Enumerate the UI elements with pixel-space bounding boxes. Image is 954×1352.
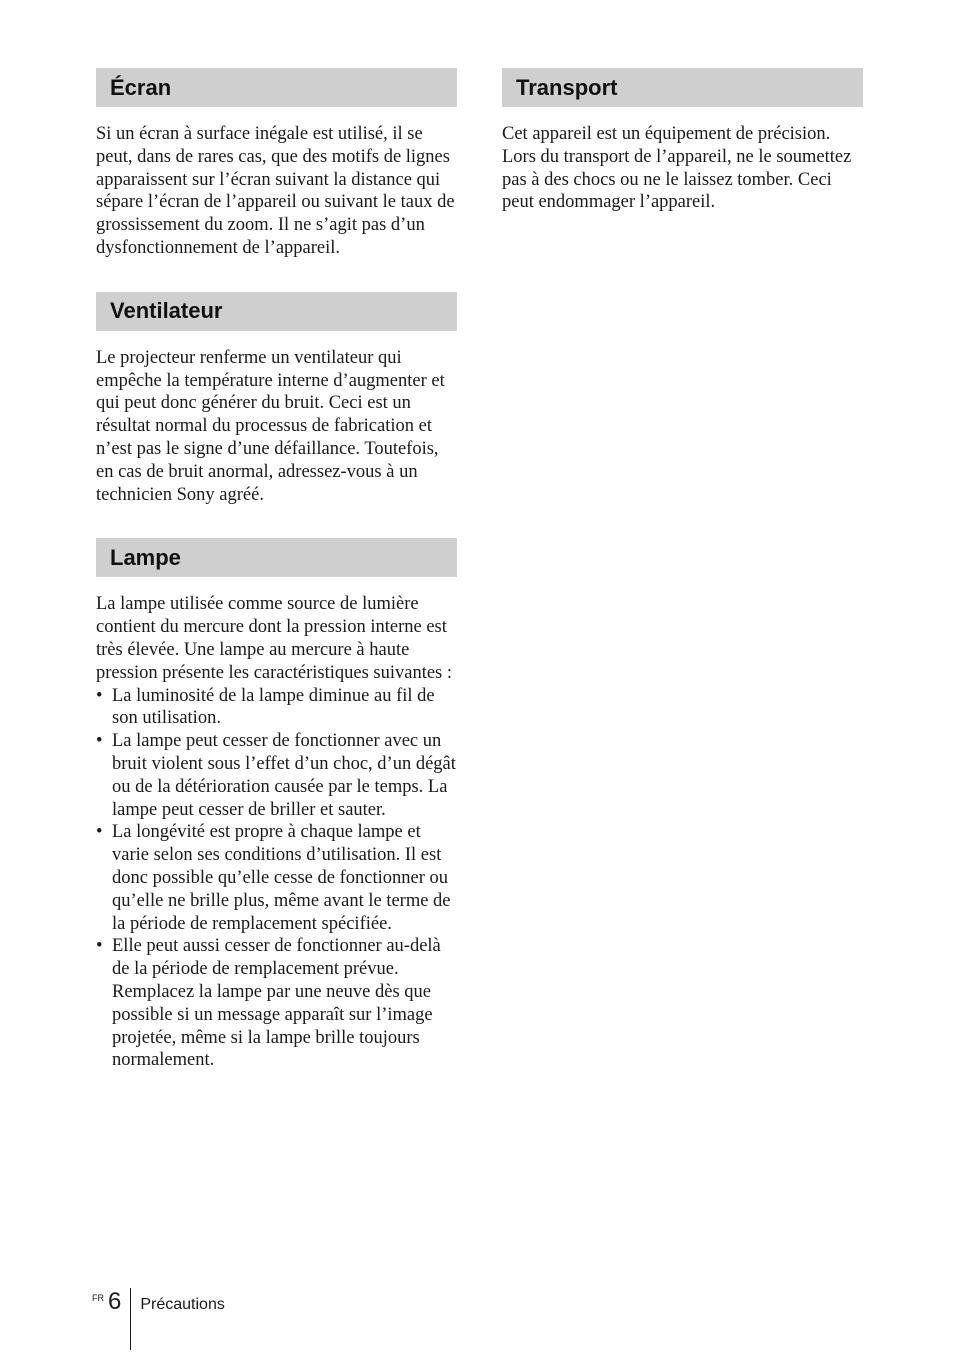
section-text-lampe: La lampe utilisée comme source de lumière contient du mercure dont la pression interne est très élevée. Une lampe au mercure à haute pression présente les caractéristiques suivantes : — [96, 594, 453, 683]
section-ventilateur — [96, 292, 457, 507]
list-item-text: La lampe peut cesser de fonctionner avec un bruit violent sous l’effet d’un choc, d’un dégât ou de la détérioration causée par le temps. La lampe peut cesser de briller et sauter. — [112, 731, 456, 820]
section-lampe — [96, 538, 457, 1072]
section-text-transport: Cet appareil est un équipement de précision. Lors du transport de l’appareil, ne le soumettez pas à des chocs ou ne le laissez tomber. Ceci peut endommager l’appareil. — [502, 124, 852, 213]
bullet-icon: • — [96, 822, 103, 843]
section-text-ventilateur: Le projecteur renferme un ventilateur qui empêche la température interne d’augmenter et qui peut donc générer du bruit. Ceci est un résultat normal du processus de fabrication et n’est pas le signe d’une défaillance. Toutefois, en cas de bruit anormal, adressez-vous à un technicien Sony agréé. — [96, 347, 445, 505]
section-heading-ventilateur: Ventilateur — [96, 292, 457, 331]
lampe-bullet-list — [96, 685, 457, 1073]
section-ecran — [96, 68, 457, 260]
section-heading-ecran: Écran — [96, 68, 457, 107]
section-heading-transport: Transport — [502, 68, 863, 107]
list-item-text: Elle peut aussi cesser de fonctionner au-delà de la période de remplacement prévue. Remplacez la lampe par une neuve dès que possible si un message apparaît sur l’image projetée, même si la lampe brille toujours normalement. — [112, 936, 441, 1071]
footer-divider — [130, 1288, 131, 1350]
left-column — [96, 68, 457, 1104]
list-item — [96, 821, 457, 935]
list-item — [96, 730, 457, 821]
page-number: 6 — [108, 1288, 122, 1315]
section-transport — [502, 68, 863, 214]
section-text-ecran: Si un écran à surface inégale est utilisé, il se peut, dans de rares cas, que des motifs de lignes apparaissent sur l’écran suivant la distance qui sépare l’écran de l’appareil ou suivant le taux de grossissement du zoom. Il ne s’agit pas d’un dysfonctionnement de l’appareil. — [96, 124, 455, 258]
right-column — [502, 68, 863, 246]
footer-chapter-title: Précautions — [140, 1296, 225, 1313]
bullet-icon: • — [96, 685, 103, 706]
list-item-text: La luminosité de la lampe diminue au fil de son utilisation. — [112, 685, 435, 729]
page-footer — [92, 1288, 225, 1350]
footer-language-code: FR — [92, 1293, 104, 1303]
list-item — [96, 935, 457, 1072]
bullet-icon: • — [96, 731, 103, 752]
bullet-icon: • — [96, 936, 103, 957]
list-item — [96, 685, 457, 731]
section-heading-lampe: Lampe — [96, 538, 457, 577]
list-item-text: La longévité est propre à chaque lampe et varie selon ses conditions d’utilisation. Il est donc possible qu’elle cesse de fonctionner ou qu’elle ne brille plus, même avant le terme de la période de remplacement spécifiée. — [112, 822, 451, 934]
